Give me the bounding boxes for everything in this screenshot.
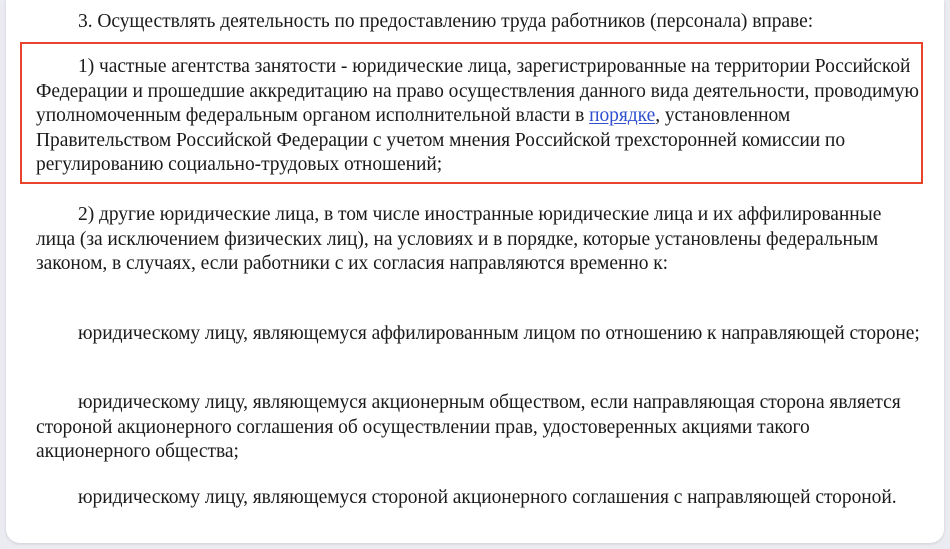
intro-paragraph: 3. Осуществлять деятельность по предоставлению труда работников (персонала) вправе: [78, 11, 814, 32]
procedure-link[interactable]: порядке [589, 105, 656, 126]
sub-item-joint-stock: юридическому лицу, являющемуся акционерным обществом, если направляющая сторона является стороной акционерного соглашения об осуществлении прав, удостоверенных акциями такого акционерного общества; [36, 392, 901, 462]
item-2-paragraph: 2) другие юридические лица, в том числе иностранные юридические лица и их аффилированные лица (за исключением физических лиц), на условиях и в порядке, которые установлены федеральным законом, в случаях, если работники с их согласия направляются временно к: [36, 204, 882, 274]
item-1-paragraph [36, 55, 920, 178]
sub-item-affiliated: юридическому лицу, являющемуся аффилированным лицом по отношению к направляющей стороне; [78, 323, 920, 344]
sub-item-shareholder-agreement: юридическому лицу, являющемуся стороной акционерного соглашения с направляющей стороной. [78, 487, 897, 508]
item-1-text-start: 1) частные агентства занятости - юридические лица, зарегистрированные на территории Российской Федерации и прошедшие аккредитацию на право осуществления данного вида деятельности, проводимую уполномоченным федеральным органом исполнительной власти в [36, 56, 919, 126]
item-1-text-end: , установленном Правительством Российской Федерации с учетом мнения Российской трехсторонней комиссии по регулированию социально-трудовых отношений; [36, 105, 846, 175]
document-page [6, 0, 944, 543]
